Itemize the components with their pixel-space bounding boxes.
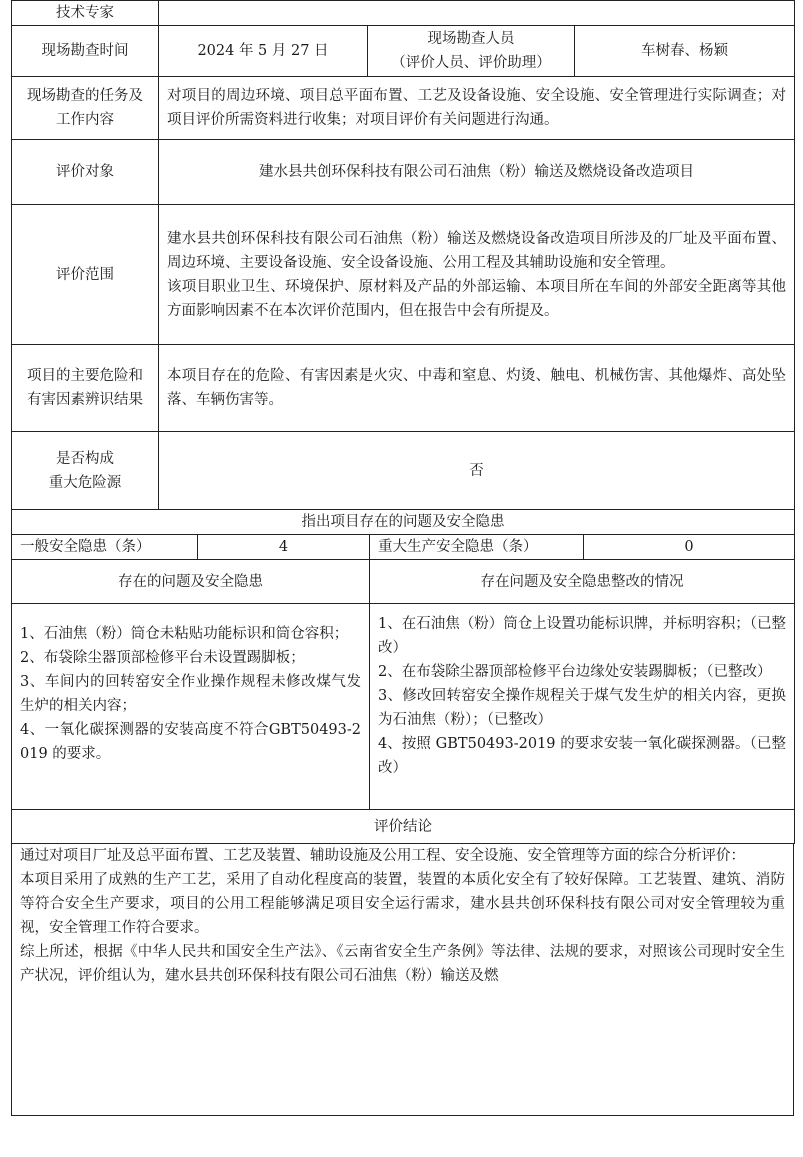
scope-paragraph-1: 建水县共创环保科技有限公司石油焦（粉）输送及燃烧设备改造项目所涉及的厂址及平面布置、周边环境、主要设备设施、安全设备设施、公用工程及其辅助设施和安全管理。 [167,230,787,271]
evaluation-form [11,0,794,1116]
major-hazard-row [12,432,795,510]
survey-row [12,26,795,77]
info-table [11,0,795,510]
survey-staff-label-line1: 现场勘查人员 [427,31,515,47]
task-label: 现场勘查的任务及工作内容 [12,77,159,140]
rectification-item: 1、在石油焦（粉）筒仓上设置功能标识牌，并标明容积；（已整改） [378,616,786,656]
survey-time-label: 现场勘查时间 [12,26,159,77]
survey-staff-label [368,26,575,77]
major-hazard-count: 0 [584,535,795,560]
major-hazard-label-line2: 重大危险源 [48,474,122,491]
rectification-item: 3、修改回转窑安全操作规程关于煤气发生炉的相关内容，更换为石油焦（粉）；（已整改） [378,688,786,728]
expert-row [12,1,795,26]
conclusion-title-row [12,810,795,844]
survey-time-value: 2024 年 5 月 27 日 [159,26,368,77]
conclusion-body-row [12,844,794,1116]
scope-value [159,205,795,345]
problem-item: 3、车间内的回转窑安全作业操作规程未修改煤气发生炉的相关内容； [20,674,361,714]
issues-detail-row [12,604,795,810]
task-row [12,77,795,140]
problem-item: 2、布袋除尘器顶部检修平台未设置踢脚板； [20,650,305,666]
problems-list [12,604,370,810]
rectification-list [370,604,795,810]
major-hazard-value: 否 [159,432,795,510]
problems-list-inner [20,612,361,766]
conclusion-paragraph: 本项目采用了成熟的生产工艺，采用了自动化程度高的装置，装置的本质化安全有了较好保障。工艺装置、建筑、消防等符合安全生产要求，项目的公用工程能够满足项目安全运行需求，建水县共创环保科技有限公司对安全管理较为重视，安全管理工作符合要求。 [20,872,785,936]
major-hazard-label [12,432,159,510]
object-label: 评价对象 [12,140,159,205]
survey-staff-label-line2: （评价人员、评价助理） [391,55,551,71]
rectification-item: 2、在布袋除尘器顶部检修平台边缘处安装踢脚板；（已整改） [378,664,772,680]
scope-paragraph-2: 该项目职业卫生、环境保护、原材料及产品的外部运输、本项目所在车间的外部安全距离等其他方面影响因素不在本次评价范围内，但在报告中会有所提及。 [167,278,787,319]
scope-label: 评价范围 [12,205,159,345]
issues-table [11,509,795,844]
conclusion-section-title: 评价结论 [12,810,795,844]
general-hazard-label: 一般安全隐患（条） [12,535,198,560]
conclusion-table [11,843,794,1116]
problem-item: 4、一氧化碳探测器的安装高度不符合GBT50493-2019 的要求。 [20,722,361,762]
rectification-header: 存在问题及安全隐患整改的情况 [370,560,795,604]
major-hazard-label-line1: 是否构成 [56,450,114,467]
task-value: 对项目的周边环境、项目总平面布置、工艺及设备设施、安全设施、安全管理进行实际调查；对项目评价所需资料进行收集；对项目评价有关问题进行沟通。 [159,77,795,140]
conclusion-paragraph: 综上所述，根据《中华人民共和国安全生产法》、《云南省安全生产条例》等法律、法规的要求，对照该公司现时安全生产状况，评价组认为，建水县共创环保科技有限公司石油焦（粉）输送及燃 [20,944,785,984]
general-hazard-count: 4 [198,535,370,560]
issue-count-row [12,535,795,560]
object-value: 建水县共创环保科技有限公司石油焦（粉）输送及燃烧设备改造项目 [159,140,795,205]
issues-title-row [12,510,795,535]
issue-columns-header-row [12,560,795,604]
issues-section-title: 指出项目存在的问题及安全隐患 [12,510,795,535]
survey-staff-value: 车树春、杨颖 [575,26,795,77]
scope-row [12,205,795,345]
object-row [12,140,795,205]
hazard-value: 本项目存在的危险、有害因素是火灾、中毒和窒息、灼烫、触电、机械伤害、其他爆炸、高处坠落、车辆伤害等。 [159,345,795,432]
rectification-item: 4、按照 GBT50493-2019 的要求安装一氧化碳探测器。（已整改） [378,736,786,776]
expert-value [159,1,795,26]
conclusion-paragraph: 通过对项目厂址及总平面布置、工艺及装置、辅助设施及公用工程、安全设施、安全管理等方面的综合分析评价： [20,848,745,864]
hazard-label: 项目的主要危险和有害因素辨识结果 [12,345,159,432]
problems-header: 存在的问题及安全隐患 [12,560,370,604]
expert-label: 技术专家 [12,1,159,26]
hazard-row [12,345,795,432]
major-hazard-count-label: 重大生产安全隐患（条） [370,535,584,560]
problem-item: 1、石油焦（粉）筒仓未粘贴功能标识和筒仓容积； [20,626,349,642]
conclusion-body [12,844,794,1116]
